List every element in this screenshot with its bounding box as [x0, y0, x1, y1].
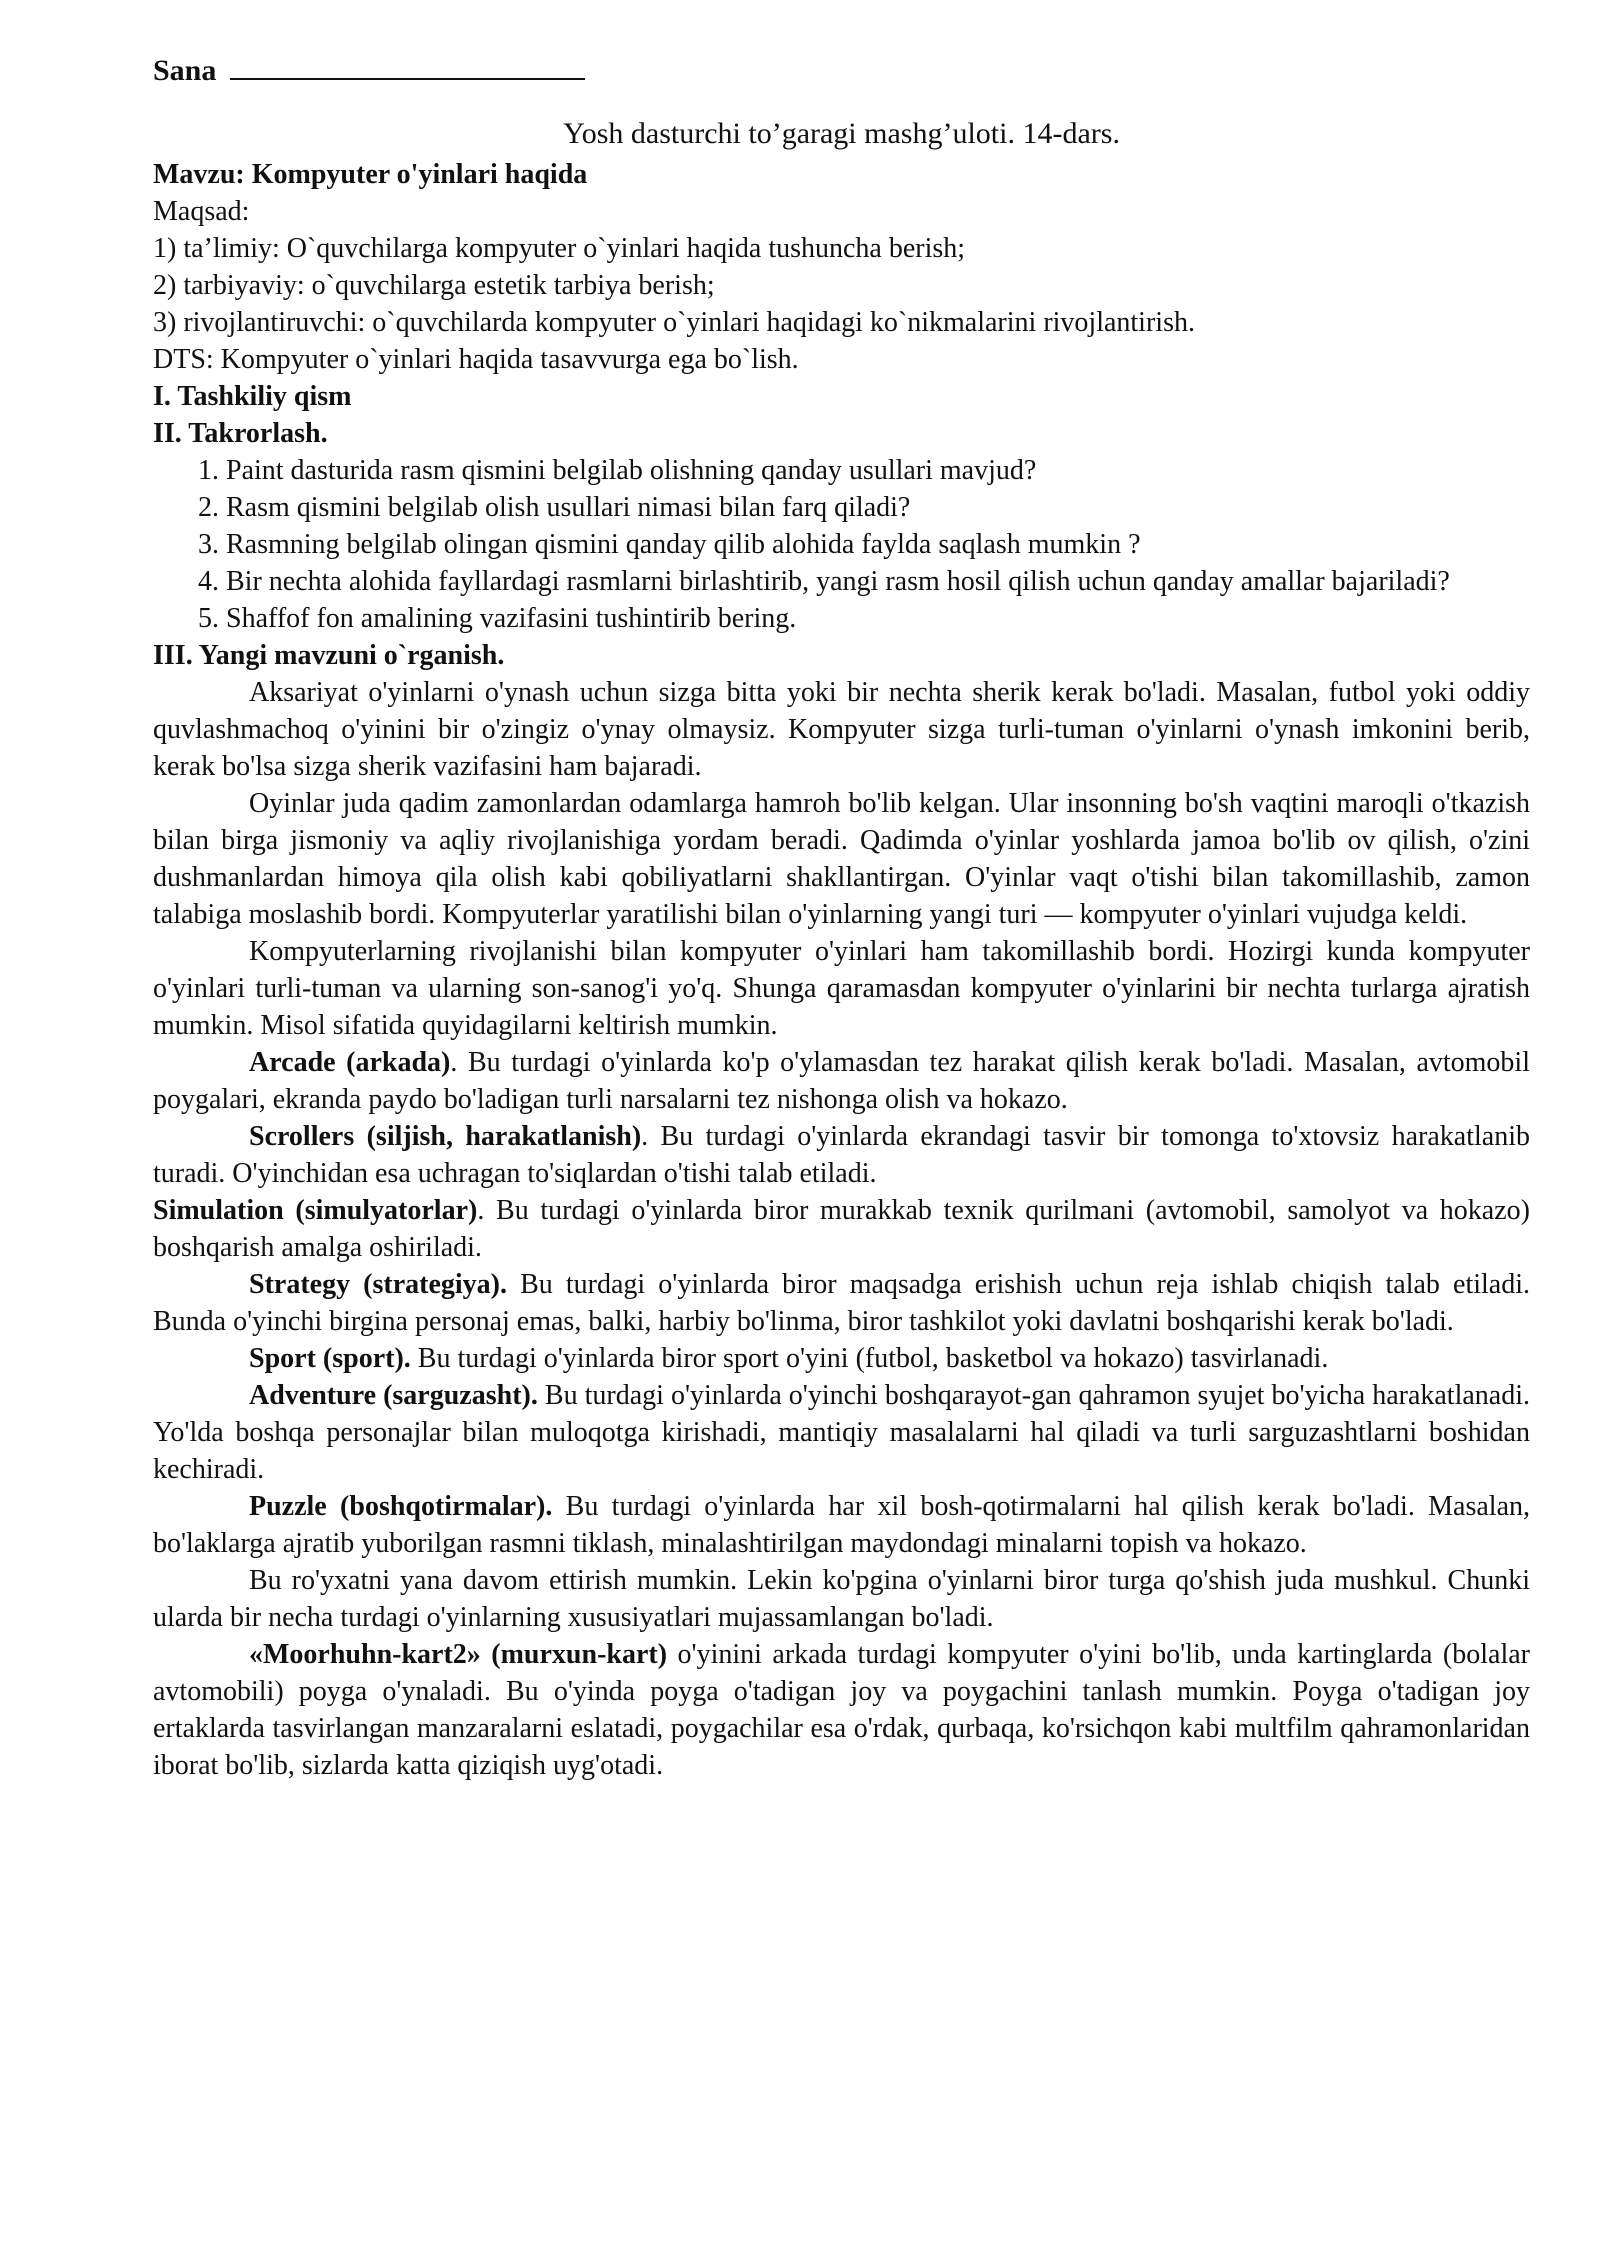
goal-item: 2) tarbiyaviy: o`quvchilarga estetik tarbiya berish;	[153, 270, 715, 301]
body-paragraph: Kompyuterlarning rivojlanishi bilan kompyuter o'yinlari ham takomillashib bordi. Hozirgi kunda kompyuter o'yinlari turli-tuman va ularning son-sanog'i yo'q. Shunga qaramasdan kompyuter o'yinlarini bir nechta turlarga ajratish mumkin. Misol sifatida quyidagilarni keltirish mumkin.	[153, 936, 1530, 1041]
body-paragraph: Bu ro'yxatni yana davom ettirish mumkin. Lekin ko'pgina o'yinlarni biror turga qo'shish juda mushkul. Chunki ularda bir necha turdagi o'yinlarning xususiyatlari mujassamlangan bo'ladi.	[153, 1565, 1530, 1633]
game-type-paragraph	[153, 1377, 1530, 1488]
list-item: 3. Rasmning belgilab olingan qismini qanday qilib alohida faylda saqlash mumkin ?	[226, 526, 1530, 563]
topic-heading: Mavzu: Kompyuter o'yinlari haqida	[153, 159, 588, 190]
list-item: 2. Rasm qismini belgilab olish usullari nimasi bilan farq qiladi?	[226, 489, 1530, 526]
game-type-paragraph	[153, 1266, 1530, 1340]
game-type-paragraph	[153, 1118, 1530, 1192]
game-type-paragraph	[153, 1488, 1530, 1562]
date-blank-line	[230, 48, 585, 80]
game-type-paragraph	[153, 1340, 1530, 1377]
goal-item: 1) ta’limiy: O`quvchilarga kompyuter o`yinlari haqida tushuncha berish;	[153, 233, 966, 264]
goal-item: 3) rivojlantiruvchi: o`quvchilarda kompyuter o`yinlari haqidagi ko`nikmalarini rivojlantirish.	[153, 307, 1195, 338]
section-heading: II. Takrorlash.	[153, 418, 328, 449]
game-type-text: Bu turdagi o'yinlarda har xil bosh-qotirmalarni hal qilish kerak bo'ladi. Masalan, bo'laklarga ajratib yuborilgan rasmni tiklash, minalashtirilgan maydondagi minalarni topish va hokazo.	[153, 1491, 1530, 1559]
body-paragraph: Aksariyat o'yinlarni o'ynash uchun sizga bitta yoki bir nechta sherik kerak bo'ladi. Masalan, futbol yoki oddiy quvlashmachoq o'yinini bir o'zingiz o'ynay olmaysiz. Kompyuter sizga turli-tuman o'yinlarni o'ynash imkonini berib, kerak bo'lsa sizga sherik vazifasini ham bajaradi.	[153, 677, 1530, 782]
list-item: 5. Shaffof fon amalining vazifasini tushintirib bering.	[226, 600, 1530, 637]
date-label: Sana	[153, 54, 217, 87]
goal-label: Maqsad:	[153, 196, 250, 227]
section-heading: III. Yangi mavzuni o`rganish.	[153, 640, 505, 671]
dts-line: DTS: Kompyuter o`yinlari haqida tasavvurga ega bo`lish.	[153, 344, 799, 375]
game-type-text: . Bu turdagi o'yinlarda ko'p o'ylamasdan tez harakat qilish kerak bo'ladi. Masalan, avtomobil poygalari, ekranda paydo bo'ladigan turli narsalarni tez nishonga olish va hokazo.	[153, 1047, 1530, 1115]
game-type-term: Arcade (arkada)	[249, 1047, 451, 1078]
game-example-paragraph	[153, 1636, 1530, 1784]
game-type-term: Simulation (simulyatorlar)	[153, 1195, 478, 1226]
game-type-text: Bu turdagi o'yinlarda o'yinchi boshqarayot-gan qahramon syujet bo'yicha harakatlanadi. Yo'lda boshqa personajlar bilan muloqotga kirishadi, mantiqiy masalalarni hal qiladi va turli sarguzashtlarni boshidan kechiradi.	[153, 1380, 1530, 1485]
game-type-text: Bu turdagi o'yinlarda biror sport o'yini (futbol, basketbol va hokazo) tasvirlanadi.	[410, 1343, 1329, 1374]
list-item: 1. Paint dasturida rasm qismini belgilab olishning qanday usullari mavjud?	[226, 452, 1530, 489]
game-type-paragraph	[153, 1192, 1530, 1266]
game-type-term: Scrollers (siljish, harakatlanish)	[249, 1121, 642, 1152]
game-type-term: Sport (sport).	[249, 1343, 411, 1374]
game-type-term: Adventure (sarguzasht).	[249, 1380, 538, 1411]
list-item: 4. Bir nechta alohida fayllardagi rasmlarni birlashtirib, yangi rasm hosil qilish uchun qanday amallar bajariladi?	[226, 563, 1530, 600]
game-type-text: Bu turdagi o'yinlarda biror maqsadga erishish uchun reja ishlab chiqish talab etiladi. Bunda o'yinchi birgina personaj emas, balki, harbiy bo'linma, biror tashkilot yoki davlatni boshqarishi kerak bo'ladi.	[153, 1269, 1530, 1337]
body-paragraph: Oyinlar juda qadim zamonlardan odamlarga hamroh bo'lib kelgan. Ular insonning bo'sh vaqtini maroqli o'tkazish bilan birga jismoniy va aqliy rivojlanishiga yordam beradi. Qadimda o'yinlar yoshlarda jamoa bo'lib ov qilish, o'zini dushmanlardan himoya qila olish kabi qobiliyatlarni shakllantirgan. O'yinlar vaqt o'tishi bilan takomillashib, zamon talabiga moslashib bordi. Kompyuterlar yaratilishi bilan o'yinlarning yangi turi — kompyuter o'yinlari vujudga keldi.	[153, 788, 1530, 930]
game-type-term: Puzzle (boshqotirmalar).	[249, 1491, 553, 1522]
game-type-paragraph	[153, 1044, 1530, 1118]
game-example-text: o'yinini arkada turdagi kompyuter o'yini bo'lib, unda kartinglarda (bolalar avtomobili) poyga o'ynaladi. Bu o'yinda poyga o'tadigan joy va poygachini tanlash mumkin. Poyga o'tadigan joy ertaklarda tasvirlangan manzaralarni eslatadi, poygachilar esa o'rdak, qurbaqa, ko'rsichqon kabi multfilm qahramonlaridan iborat bo'lib, sizlarda katta qiziqish uyg'otadi.	[153, 1639, 1530, 1781]
game-type-text: . Bu turdagi o'yinlarda ekrandagi tasvir bir tomonga to'xtovsiz harakatlanib turadi. O'yinchidan esa uchragan to'siqlardan o'tishi talab etiladi.	[153, 1121, 1530, 1189]
game-type-term: Strategy (strategiya).	[249, 1269, 508, 1300]
document-page	[153, 48, 1530, 1784]
review-questions-list	[153, 452, 1530, 637]
game-type-text: . Bu turdagi o'yinlarda biror murakkab texnik qurilmani (avtomobil, samolyot va hokazo) boshqarish amalga oshiriladi.	[153, 1195, 1530, 1263]
date-field	[153, 48, 1530, 89]
section-heading: I. Tashkiliy qism	[153, 381, 352, 412]
document-title: Yosh dasturchi to’garagi mashg’uloti. 14-dars.	[563, 117, 1120, 150]
game-title: «Moorhuhn-kart2» (murxun-kart)	[249, 1639, 668, 1670]
